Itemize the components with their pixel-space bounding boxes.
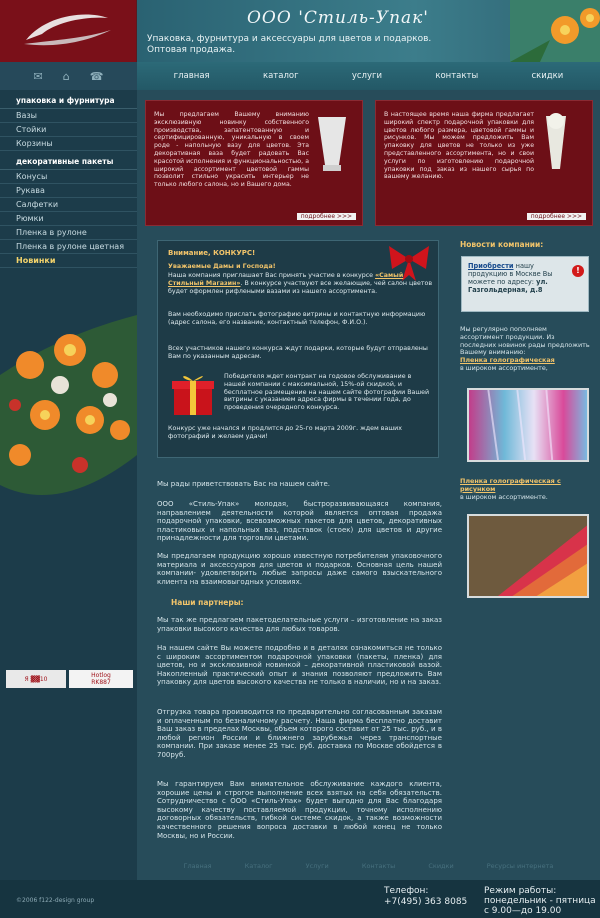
holo-film-image[interactable]: [467, 388, 589, 462]
phone-block: [384, 886, 467, 908]
site-title: ООО 'Стиль-Упак': [247, 8, 429, 28]
footer-link-resources[interactable]: Ресурсы интернета: [486, 862, 554, 870]
hours-days: понедельник - пятница: [484, 896, 596, 906]
header: [137, 0, 600, 62]
welcome-text: Мы рады приветствовать Вас на нашем сайте.: [157, 480, 331, 488]
counter-hotlog[interactable]: [69, 670, 133, 688]
sidebar-item-baskets[interactable]: Корзины: [0, 137, 137, 151]
contest-link[interactable]: «Самый Стильный Магазин»: [168, 272, 404, 287]
footer-link-contacts[interactable]: Контакты: [361, 862, 396, 870]
about-p2: Мы предлагаем продукцию хорошо известную потребителям упаковочного материала и аксессуаров для цветов и подарков. Основная цель нашей компании- удовлетворить любые запросы даже самого взыскательного клиента на взаимовыгодных условиях.: [157, 552, 442, 586]
news-heading: Новости компании:: [460, 240, 544, 249]
counters: [6, 670, 133, 688]
sidebar-item-vases[interactable]: Вазы: [0, 109, 137, 123]
swirl-logo-icon: [16, 10, 116, 50]
copyright: ©2006 f122-design group: [16, 897, 95, 904]
footer: [0, 880, 600, 918]
promo-wrap-more-link[interactable]: подробнее >>>: [527, 213, 586, 220]
sidebar-item-roll-film-color[interactable]: Пленка в рулоне цветная: [0, 240, 137, 254]
about-p3: Мы так же предлагаем пакетоделательные услуги – изготовление на заказ упаковки высокого качества для любых товаров.: [157, 616, 442, 633]
item1-title[interactable]: Пленка голографическая: [460, 356, 555, 365]
promo-vase: [145, 100, 363, 226]
item2-desc: в широком ассортименте.: [460, 492, 548, 501]
counter-yandex[interactable]: Я ▓▓ 10: [6, 670, 66, 688]
promo-wrap: [375, 100, 593, 226]
bouquet-wrap-icon: [536, 111, 576, 173]
bouquet-image: [0, 255, 137, 520]
contest-p5: Конкурс уже начался и продлится до 25-го марта 2009г. ждем ваших фотографий и желаем удачи!: [168, 425, 402, 440]
main-content: [137, 90, 600, 890]
flower-image: [510, 0, 600, 62]
top-icon-bar: [0, 62, 137, 90]
item2-title[interactable]: Пленка голографическая с рисунком: [460, 477, 561, 493]
sidebar-item-new[interactable]: Новинки: [0, 254, 137, 268]
about-p5: Отгрузка товара производится по предварительно согласованным заказам и оплаченным по безналичному расчету. Наша фирма бесплатно доставит Ваш заказ в пределах Москвы, объем которого составит от 25 тыс. руб., и в любой регион России и ближнего зарубежья через транспортные компании. При заказе менее 25 тыс. руб. доставка по Москве обойдется в 700руб.: [157, 708, 442, 759]
footer-link-catalog[interactable]: Каталог: [244, 862, 273, 870]
holo-pattern-film-image[interactable]: [467, 514, 589, 598]
logo[interactable]: [0, 0, 137, 62]
home-icon[interactable]: ⌂: [62, 69, 70, 83]
sidebar-item-roll-film[interactable]: Пленка в рулоне: [0, 226, 137, 240]
contest-p1-a: Наша компания приглашает Вас принять участие в конкурсе: [168, 272, 374, 279]
about-p4: На нашем сайте Вы можете подробно и в деталях ознакомиться не только с широким ассортиментом подарочной упаковки (пакеты, пленка) для цветов, но и эксклюзивной новинкой – декоративной пластиковой вазой. Накопленный практический опыт и знания позволяют предложить Вам упаковку для цветов высокого качества не только в наличии, но и на заказ.: [157, 644, 442, 687]
hours-time: с 9.00—до 19.00: [484, 906, 562, 916]
vase-icon: [314, 115, 350, 175]
sidebar-item-cones[interactable]: Конусы: [0, 170, 137, 184]
hours-block: [484, 886, 596, 916]
contest-p1: [168, 272, 433, 295]
contest-p4: Победителя ждет контракт на годовое обслуживание в нашей компании с максимальной, 15%-ой скидкой, и бесплатное размещение на нашем сайте фотографии Вашей витрины с указанием адреса фирмы в течении года, до проведения очередного конкурса.: [224, 373, 430, 412]
counter-hotlog-sub: RK887: [91, 679, 111, 686]
hours-label: Режим работы:: [484, 886, 557, 896]
footer-link-home[interactable]: Главная: [183, 862, 212, 870]
contest-greeting-text: Уважаемые Дамы и Господа!: [168, 263, 276, 270]
footer-link-services[interactable]: Услуги: [305, 862, 329, 870]
subtitle-line-1: Упаковка, фурнитура и аксессуары для цветов и подарков.: [147, 34, 432, 44]
counter-hotlog-label: Hotlog: [91, 672, 111, 679]
news-address: ул. Газгольдерная, д.8: [468, 278, 548, 294]
contest-p1-c: . В конкурсе участвуют все желающие, чей салон цветов будет оформлен рифлеными вазами из нашего ассортимента.: [168, 279, 433, 295]
item2: [460, 478, 592, 501]
nav-home[interactable]: главная: [173, 71, 210, 81]
counter-value: 10: [39, 675, 48, 683]
nav-catalog[interactable]: каталог: [262, 71, 299, 81]
footer-link-discounts[interactable]: Скидки: [428, 862, 454, 870]
partners-heading: Наши партнеры:: [171, 598, 244, 607]
phone-number: +7(495) 363 8085: [384, 897, 468, 907]
contest-greeting: [168, 263, 433, 271]
new-items-intro-text: Мы регулярно пополняем ассортимент продукции. Из последних новинок рады предложить Вашему вниманию:: [460, 325, 590, 357]
sidebar: [0, 90, 137, 890]
phone-label: Телефон:: [384, 886, 429, 896]
sidebar-item-stands[interactable]: Стойки: [0, 123, 137, 137]
sidebar-item-napkins[interactable]: Салфетки: [0, 198, 137, 212]
contest-title: Внимание, КОНКУРС!: [168, 249, 256, 257]
news-text: нашу продукцию в Москве Вы можете по адресу:: [468, 262, 553, 286]
promo-wrap-text: В настоящее время наша фирма предлагает широкий спектр подарочной упаковки для цветов любого размера, цветовой гаммы и рисунков. Мы можем предложить Вам упаковку для цветов не только из уже представленного ассортимента, но и свои услуги по изготовлению подарочной упаковки под заказ из нашего сырья по вашему желанию.: [384, 111, 534, 181]
footer-nav: [137, 862, 600, 876]
about-p6: Мы гарантируем Вам внимательное обслуживание каждого клиента, хорошие цены и строгое выполнение всех взятых на себя обязательств. Сотрудничество с ООО «Стиль-Упак» будет выгодно для Вас благодаря высокому качеству поставляемой продукции, точному исполнению договорных обязательств, гибкой системе скидок, а также возможности качественного решения вопроса доставки в любой конец не только Москвы, но и России.: [157, 780, 442, 840]
sidebar-item-sleeves[interactable]: Рукава: [0, 184, 137, 198]
nav-services[interactable]: услуги: [351, 71, 383, 81]
contest-p2: Вам необходимо прислать фотографию витрины и контактную информацию (адрес салона, его название, контактный телефон, Ф.И.О.).: [168, 311, 426, 326]
news-buy-link[interactable]: Приобрести: [468, 262, 514, 270]
new-items-intro: [460, 326, 592, 373]
main-nav: [137, 62, 600, 90]
gift-box-icon: [170, 371, 216, 417]
site-subtitle: [147, 34, 447, 56]
alert-icon: !: [572, 265, 584, 277]
sidebar-section-packaging: упаковка и фурнитура: [0, 90, 137, 109]
promo-vase-more-link[interactable]: подробнее >>>: [297, 213, 356, 220]
sidebar-section-bags: декоративные пакеты: [0, 151, 137, 170]
email-icon[interactable]: ✉: [33, 69, 43, 83]
phone-icon[interactable]: ☎: [89, 69, 104, 83]
contest-p3: Всех участников нашего конкурса ждут подарки, которые будут отправлены Вам по указанным адресам.: [168, 345, 428, 360]
promo-vase-text: Мы предлагаем Вашему вниманию эксклюзивную новинку собственного производства, запатентованную и сертифицированную, уникальную в своем роде - напольную вазу для цветов. Эта декоративная ваза будет радовать Вас красотой исполнения и функциональностью, а широкий ассортимент цветовой гаммы позволит стильно украсить интерьер не только любого салона, но и Вашего дома.: [154, 111, 309, 189]
item1-desc: в широком ассортименте,: [460, 363, 548, 372]
nav-contacts[interactable]: контакты: [435, 71, 479, 81]
contest-box: [157, 240, 439, 458]
nav-discounts[interactable]: скидки: [531, 71, 564, 81]
news-box: [461, 256, 589, 312]
sidebar-item-goblets[interactable]: Рюмки: [0, 212, 137, 226]
subtitle-line-2: Оптовая продажа.: [147, 45, 236, 55]
about-p1: ООО «Стиль-Упак» молодая, быстроразвивающаяся компания, направлением деятельности которой является оптовая продажа подарочной упаковки, всевозможных пакетов для цветов, декоративных пластиковых и напольных ваз, подставок (стоек) для цветов и другие принадлежности для торговли цветами.: [157, 500, 442, 543]
